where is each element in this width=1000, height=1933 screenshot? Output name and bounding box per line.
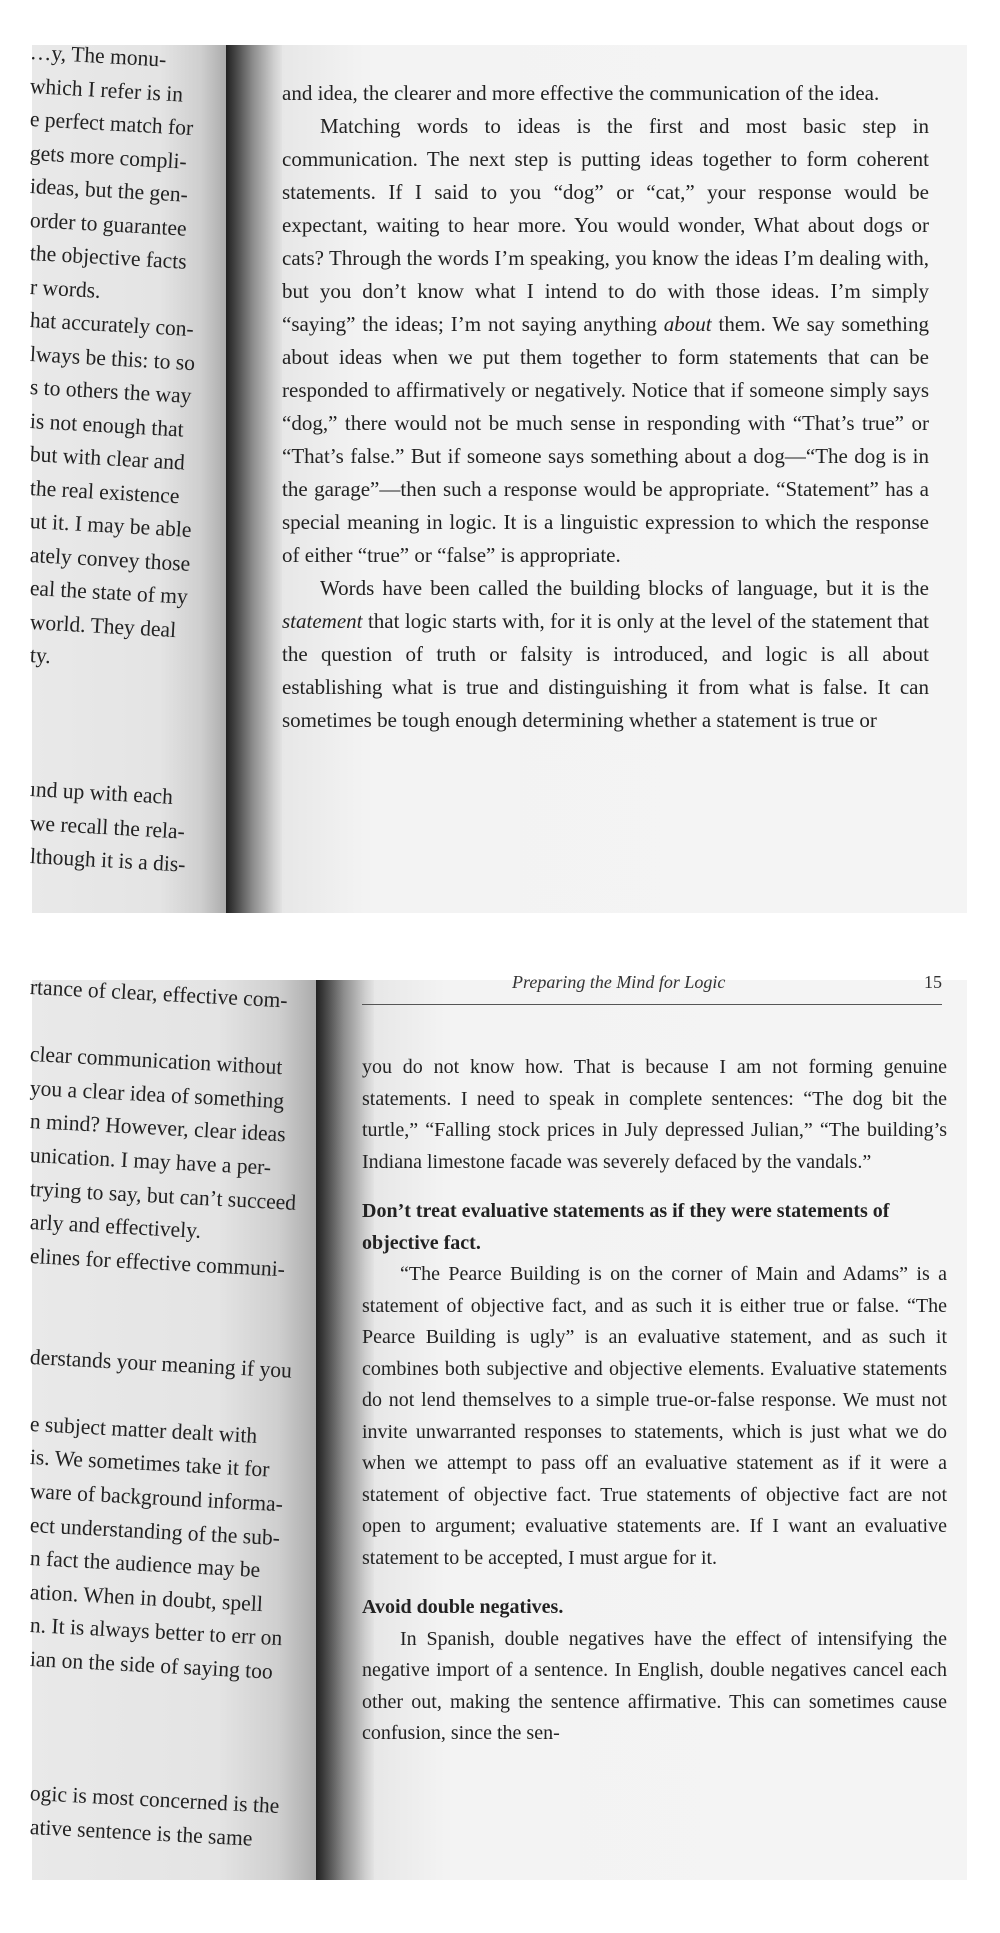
left-page-line: ideas, but the gen-: [29, 173, 189, 207]
top-paragraph-3-part-2: that logic starts with, for it is only at the level of the statement that the question of truth or falsity is introduced, and logic is all about establishing what is true and distinguishing it from what is false. It can sometimes be tough enough determining whether a statement is true or: [282, 609, 929, 732]
left-page-line: n fact the audience may be: [29, 1545, 261, 1583]
left-page-line: …y, The monu-: [29, 39, 168, 72]
top-paragraph-2-part-2: them. We say something about ideas when we put them together to form statements that can be responded to affirmatively or negatively. Notice that if someone simply says “dog,” there would not be much sense in responding with “That’s true” or “That’s false.” But if someone says something about a dog—“The dog is in the garage”—then such a response would be appropriate. “Statement” has a special meaning in logic. It is a linguistic expression to which the response of either “true” or “false” is appropriate.: [282, 312, 929, 567]
left-page-line: is. We sometimes take it for: [29, 1444, 271, 1482]
left-page-line: e perfect match for: [29, 106, 194, 141]
top-paragraph-3: [282, 572, 929, 737]
top-paragraph-2: [282, 110, 929, 572]
left-page-line: the real existence: [29, 474, 181, 508]
bottom-left-page: [29, 974, 318, 1880]
left-page-line: ect understanding of the sub-: [29, 1511, 281, 1550]
bottom-paragraph-1: you do not know how. That is because I am not forming genuine statements. I need to speak in complete sentences: “The dog bit the turtle,” “Falling stock prices in July depressed Julian,” “The building’s Indiana limestone facade was severely defaced by the vandals.”: [362, 1056, 947, 1173]
heading-evaluative-statements: Don’t treat evaluative statements as if they were statements of objective fact.: [362, 1200, 890, 1254]
left-page-line: order to guarantee: [29, 206, 188, 241]
top-right-page-text: [282, 77, 929, 737]
top-paragraph-3-italic: statement: [282, 609, 363, 633]
left-page-line: elines for effective communi-: [29, 1242, 286, 1282]
left-page-line: lthough it is a dis-: [29, 843, 187, 877]
left-page-line: world. They deal: [29, 608, 177, 642]
running-head-title: Preparing the Mind for Logic: [512, 972, 726, 992]
top-left-page: [29, 39, 228, 913]
left-page-line: n mind? However, clear ideas: [29, 1108, 287, 1147]
left-page-line: arly and effectively.: [29, 1209, 202, 1244]
left-page-line: ately convey those: [29, 541, 191, 576]
bottom-book-photo: [29, 972, 967, 1880]
left-page-line: ware of background informa-: [29, 1478, 284, 1517]
left-page-line: derstands your meaning if you: [29, 1343, 293, 1383]
running-head: [362, 970, 942, 1005]
left-page-line: gets more compli-: [29, 139, 188, 174]
left-page-line: trying to say, but can’t succeed: [29, 1175, 297, 1215]
left-page-line: ian on the side of saying too: [29, 1646, 274, 1684]
left-page-line: which I refer is in: [29, 72, 184, 107]
left-page-line: rtance of clear, effective com-: [29, 974, 289, 1013]
left-page-line: hat accurately con-: [29, 307, 195, 342]
top-gutter-shadow: [226, 45, 286, 913]
bottom-paragraph-2: “The Pearce Building is on the corner of Main and Adams” is a statement of objective fact, and as such it is either true or false. “The Pearce Building is ugly” is an evaluative statement, and as such it combines both subjective and objective elements. Evaluative statements do not lend themselves to a simple true-or-false response. We must not invite unwarranted responses to statements, which is just what we do when we attempt to pass off an evaluative statement as if it were a statement of objective fact. True statements of objective fact are not open to argument; evaluative statements are. If I want an evaluative statement to be accepted, I must argue for it.: [362, 1263, 947, 1569]
top-paragraph-2-italic: about: [663, 312, 712, 336]
left-page-line: e subject matter dealt with: [29, 1410, 258, 1448]
bottom-paragraph-3: In Spanish, double negatives have the effect of intensifying the negative import of a sentence. In English, double negatives cancel each other out, making the sentence affirmative. This can sometimes cause confusion, since the sen-: [362, 1627, 947, 1744]
left-page-line: clear communication without: [29, 1041, 283, 1080]
left-page-line: ogic is most concerned is the: [29, 1780, 281, 1819]
left-page-line: r words.: [29, 273, 102, 303]
top-paragraph-1: and idea, the clearer and more effective the communication of the idea.: [282, 81, 880, 105]
left-page-line: ınd up with each: [29, 776, 174, 809]
left-page-line: you a clear idea of something: [29, 1074, 285, 1114]
left-page-line: unication. I may have a per-: [29, 1142, 272, 1180]
left-page-line: n. It is always better to err on: [29, 1612, 283, 1651]
top-paragraph-2-part-1: Matching words to ideas is the first and most basic step in communication. The next step is putting ideas together to form coherent statements. If I said to you “dog” or “cat,” your response would be expectant, waiting to hear more. You would wonder, What about dogs or cats? Through the words I’m speaking, you know the ideas I’m dealing with, but you don’t know what I intend to do with those ideas. I’m simply “saying” the ideas; I’m not saying anything: [282, 114, 929, 336]
left-page-line: ative sentence is the same: [29, 1814, 254, 1851]
left-page-line: lways be this: to so: [29, 340, 196, 375]
top-paragraph-3-part-1: Words have been called the building blocks of language, but it is the: [320, 576, 929, 600]
heading-double-negatives: Avoid double negatives.: [362, 1596, 564, 1618]
left-page-line: is not enough that: [29, 407, 185, 442]
left-page-line: ation. When in doubt, spell: [29, 1578, 264, 1616]
left-page-line: but with clear and: [29, 441, 186, 475]
bottom-right-page-text: [362, 1052, 947, 1750]
left-page-line: we recall the rela-: [29, 809, 186, 844]
left-page-line: ut it. I may be able: [29, 508, 193, 543]
left-page-line: the objective facts: [29, 240, 188, 274]
left-page-line: eal the state of my: [29, 575, 189, 609]
top-book-photo: [29, 39, 967, 913]
left-page-line: s to others the way: [29, 374, 193, 409]
page-number: 15: [924, 972, 942, 992]
left-page-line: ty.: [29, 642, 52, 669]
